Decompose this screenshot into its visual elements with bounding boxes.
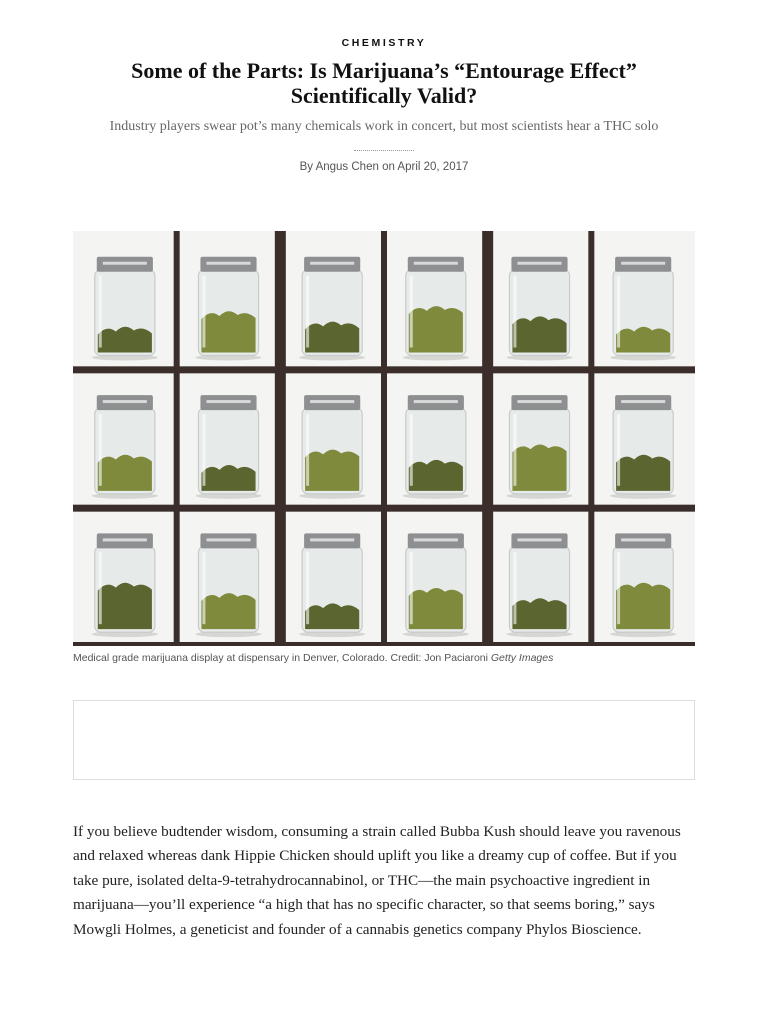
cannabis-buds bbox=[98, 455, 152, 491]
glass-highlight bbox=[306, 276, 309, 348]
glass-highlight bbox=[410, 414, 413, 486]
glass-highlight bbox=[202, 414, 205, 486]
shelf-divider bbox=[174, 231, 180, 646]
shelf-divider bbox=[482, 231, 493, 646]
cannabis-buds bbox=[616, 455, 670, 491]
lid-label bbox=[103, 538, 147, 541]
cannabis-buds bbox=[305, 450, 359, 491]
lid-label bbox=[414, 538, 458, 541]
glass-highlight bbox=[99, 552, 102, 624]
section-kicker[interactable]: CHEMISTRY bbox=[341, 37, 427, 49]
cannabis-buds bbox=[201, 311, 255, 352]
lid-label bbox=[621, 262, 665, 265]
article-byline: By Angus Chen on April 20, 2017 bbox=[299, 161, 469, 173]
cannabis-buds bbox=[409, 588, 463, 629]
cannabis-buds bbox=[305, 322, 359, 353]
lid-label bbox=[310, 262, 354, 265]
glass-highlight bbox=[410, 276, 413, 348]
glass-highlight bbox=[513, 552, 516, 624]
shelf-divider bbox=[381, 231, 387, 646]
cannabis-buds bbox=[616, 327, 670, 353]
caption-text: Medical grade marijuana display at dispensary in Denver, Colorado. Credit: Jon Paciaroni bbox=[73, 652, 488, 664]
lid-label bbox=[206, 400, 250, 403]
cannabis-buds bbox=[201, 593, 255, 629]
lid-label bbox=[621, 400, 665, 403]
glass-highlight bbox=[617, 414, 620, 486]
cannabis-buds bbox=[98, 327, 152, 353]
glass-highlight bbox=[99, 276, 102, 348]
lid-label bbox=[517, 400, 561, 403]
shelf-divider bbox=[588, 231, 594, 646]
cannabis-buds bbox=[512, 444, 566, 490]
hero-photo bbox=[73, 231, 695, 646]
glass-highlight bbox=[513, 276, 516, 348]
glass-highlight bbox=[410, 552, 413, 624]
glass-highlight bbox=[306, 552, 309, 624]
glass-highlight bbox=[306, 414, 309, 486]
cannabis-buds bbox=[98, 583, 152, 629]
cannabis-buds bbox=[201, 465, 255, 491]
cannabis-buds bbox=[409, 460, 463, 491]
glass-highlight bbox=[617, 552, 620, 624]
lid-label bbox=[414, 400, 458, 403]
lid-label bbox=[517, 538, 561, 541]
lid-label bbox=[103, 262, 147, 265]
glass-highlight bbox=[513, 414, 516, 486]
marijuana-jars-photo bbox=[73, 231, 695, 646]
lid-label bbox=[310, 400, 354, 403]
article-headline: Some of the Parts: Is Marijuana’s “Entourage Effect” Scientifically Valid? bbox=[131, 58, 637, 108]
glass-highlight bbox=[617, 276, 620, 348]
glass-highlight bbox=[202, 276, 205, 348]
dotted-divider bbox=[354, 150, 414, 151]
lid-label bbox=[414, 262, 458, 265]
lid-label bbox=[206, 538, 250, 541]
cannabis-buds bbox=[512, 598, 566, 629]
article-dek: Industry players swear pot’s many chemicals work in concert, but most scientists hear a THC solo bbox=[109, 119, 659, 134]
glass-highlight bbox=[202, 552, 205, 624]
glass-highlight bbox=[99, 414, 102, 486]
cannabis-buds bbox=[512, 316, 566, 352]
lid-label bbox=[103, 400, 147, 403]
lid-label bbox=[517, 262, 561, 265]
article-body-paragraph: If you believe budtender wisdom, consuming a strain called Bubba Kush should leave you ravenous and relaxed whereas dank Hippie Chicken should uplift you like a dreamy cup of coffee. But if you take pure, isolated delta-9-tetrahydrocannabinol, or THC—the main psychoactive ingredient in marijuana—you’ll experience “a high that has no specific character, so that seems boring,” says Mowgli Holmes, a geneticist and founder of a cannabis genetics company Phylos Bioscience. bbox=[73, 823, 681, 938]
shelf-divider bbox=[275, 231, 286, 646]
cannabis-buds bbox=[409, 306, 463, 352]
ad-slot[interactable] bbox=[73, 700, 695, 780]
caption-credit-source: Getty Images bbox=[490, 652, 554, 664]
photo-caption bbox=[73, 652, 695, 664]
cannabis-buds bbox=[616, 583, 670, 629]
lid-label bbox=[310, 538, 354, 541]
cannabis-buds bbox=[305, 603, 359, 629]
lid-label bbox=[206, 262, 250, 265]
lid-label bbox=[621, 538, 665, 541]
